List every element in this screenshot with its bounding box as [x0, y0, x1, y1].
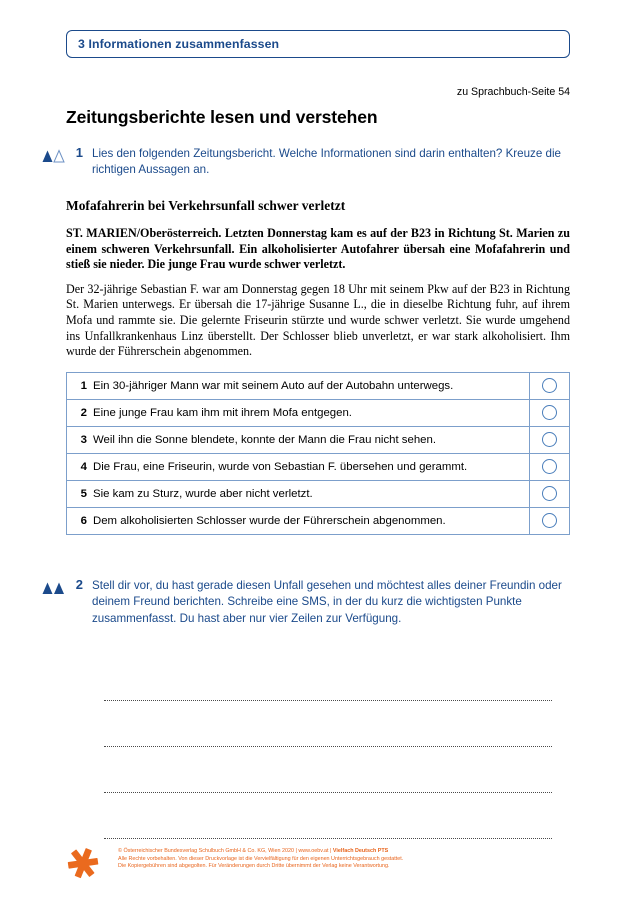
table-row — [67, 508, 569, 535]
checkbox-circle[interactable] — [542, 486, 557, 501]
statement-number: 6 — [67, 508, 93, 535]
answer-line[interactable] — [104, 655, 552, 701]
statement-number: 4 — [67, 454, 93, 481]
statement-text: Dem alkoholisierten Schlosser wurde der Führerschein abgenommen. — [93, 508, 529, 535]
level-1-triangles-icon — [42, 149, 66, 164]
statement-text: Ein 30-jähriger Mann war mit seinem Auto auf der Autobahn unterwegs. — [93, 380, 454, 392]
statement-checkbox-cell[interactable] — [529, 508, 569, 535]
statements-table-body — [67, 373, 569, 534]
statement-checkbox-cell[interactable] — [529, 400, 569, 427]
table-row — [67, 427, 569, 454]
task-2-text: Stell dir vor, du hast gerade diesen Unfall gesehen und möchtest alles deiner Freundin oder deinem Freund berichten. Schreibe eine SMS, in der du kurz die wichtigsten Punkte zusammenfasst. Du hast aber nur vier Zeilen zur Verfügung. — [92, 579, 562, 625]
task-1-text: Lies den folgenden Zeitungsbericht. Welche Informationen sind darin enthalten? Kreuze die richtigen Aussagen an. — [92, 147, 561, 177]
oebv-asterisk-logo-icon — [66, 846, 100, 880]
statement-text: Die Frau, eine Friseurin, wurde von Sebastian F. übersehen und gerammt. — [93, 454, 529, 481]
checkbox-circle[interactable] — [542, 405, 557, 420]
statement-text: Weil ihn die Sonne blendete, konnte der Mann die Frau nicht sehen. — [93, 427, 529, 454]
footer-line-2: Alle Rechte vorbehalten. Von dieser Druckvorlage ist die Vervielfältigung für den eigenen Unterrichtsgebrauch gestattet. — [118, 855, 404, 862]
statement-checkbox-cell[interactable] — [529, 373, 569, 400]
statements-table — [66, 372, 570, 535]
checkbox-circle[interactable] — [542, 378, 557, 393]
article-body-paragraph: Der 32-jährige Sebastian F. war am Donnerstag gegen 18 Uhr mit seinem Pkw auf der B23 in Richtung St. Marien unterwegs. Er übersah die 17-jährige Susanne L., die in dieselbe Richtung fuhr, auf ihrem Mofa und rammte sie. Die gelernte Friseurin stürzte und wurde schwer verletzt. Sie wurde umgehend ins Unfallkrankenhaus Linz überstellt. Der Schlosser blieb unverletzt, er war stark alkoholisiert. Ihm wurde der Führerschein abgenommen. — [66, 281, 570, 359]
chapter-label: 3 Informationen zusammenfassen — [78, 37, 280, 51]
checkbox-circle[interactable] — [542, 459, 557, 474]
statement-checkbox-cell[interactable] — [529, 454, 569, 481]
task-1-number: 1 — [75, 145, 83, 160]
chapter-header-bar — [66, 30, 570, 58]
statement-number: 2 — [67, 400, 93, 427]
article-lead-paragraph: ST. MARIEN/Oberösterreich. Letzten Donnerstag kam es auf der B23 in Richtung St. Marien zu einem schweren Verkehrsunfall. Ein alkoholisierter Autofahrer übersah eine Mofafahrerin und stieß sie nieder. Die junge Frau wurde schwer verletzt. — [66, 226, 570, 272]
statement-number: 1 — [80, 380, 87, 392]
table-row — [67, 400, 569, 427]
article-headline: Mofafahrerin bei Verkehrsunfall schwer verletzt — [66, 198, 346, 213]
table-row — [67, 454, 569, 481]
checkbox-circle[interactable] — [542, 513, 557, 528]
newspaper-article — [66, 198, 570, 360]
footer-product-name: Vielfach Deutsch PTS — [332, 848, 389, 854]
table-row — [67, 481, 569, 508]
footer-copyright-text: © Österreichischer Bundesverlag Schulbuch GmbH & Co. KG, Wien 2020 | www.oebv.at | — [118, 848, 333, 854]
footer-line-3: Die Kopiergebühren sind abgegolten. Für Veränderungen durch Dritte übernimmt der Verlag keine Verantwortung. — [118, 863, 390, 870]
footer-copyright — [118, 843, 403, 871]
statement-text: Eine junge Frau kam ihm mit ihrem Mofa entgegen. — [93, 400, 529, 427]
answer-lines-area[interactable] — [104, 655, 552, 839]
statement-number: 5 — [67, 481, 93, 508]
answer-line[interactable] — [104, 793, 552, 839]
level-2-triangles-icon — [42, 581, 66, 596]
task-1 — [42, 146, 582, 179]
statement-text: Sie kam zu Sturz, wurde aber nicht verletzt. — [93, 481, 529, 508]
checkbox-circle[interactable] — [542, 432, 557, 447]
answer-line[interactable] — [104, 747, 552, 793]
book-reference: zu Sprachbuch-Seite 54 — [456, 86, 570, 98]
page-title: Zeitungsberichte lesen und verstehen — [66, 107, 378, 127]
footer-line-1 — [118, 848, 403, 856]
statement-checkbox-cell[interactable] — [529, 427, 569, 454]
statement-checkbox-cell[interactable] — [529, 481, 569, 508]
task-2 — [42, 578, 582, 627]
page-footer — [66, 843, 570, 880]
table-row — [67, 373, 569, 400]
statement-number: 3 — [67, 427, 93, 454]
answer-line[interactable] — [104, 701, 552, 747]
task-2-number: 2 — [75, 577, 83, 592]
